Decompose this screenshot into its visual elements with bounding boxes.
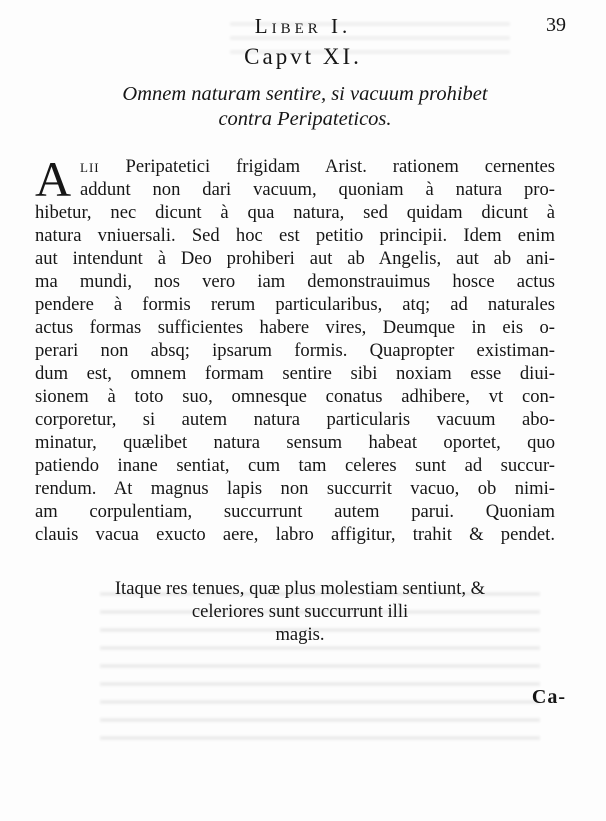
text-line-2: addunt non dari vacuum, quoniam à natura pro- <box>80 179 555 200</box>
closing-line-1: Itaque res tenues, quæ plus molestiam sentiunt, & <box>114 578 486 599</box>
first-line-rest: Peripatetici frigidam Arist. rationem cernentes <box>125 156 555 177</box>
body-paragraph <box>35 151 555 546</box>
closing-paragraph <box>60 577 540 646</box>
text-line-17: clauis vacua exucto aere, labro affigitur, trahit & pendet. <box>35 524 555 545</box>
catchword: Ca- <box>531 686 566 708</box>
opening-block <box>35 151 555 207</box>
text-line-10: dum est, omnem formam sentire sibi noxiam esse diui- <box>35 363 555 384</box>
closing-line-2: celeriores sunt succurrunt illi <box>191 601 409 622</box>
drop-cap: A <box>35 151 72 207</box>
chapter-title-line-2: contra Peripateticos. <box>218 108 392 130</box>
closing-line-3: magis. <box>275 624 325 645</box>
text-line-14: patiendo inane sentiat, cum tam celeres sunt ad succur- <box>35 455 555 476</box>
first-word-smallcaps: lii <box>80 156 100 177</box>
chapter-title <box>60 82 550 132</box>
text-line-13: minatur, quælibet natura sensum habeat oportet, quo <box>35 432 555 453</box>
text-line-5: aut intendunt à Deo prohiberi aut ab Angelis, aut ab ani- <box>35 248 555 269</box>
page-number: 39 <box>546 14 566 36</box>
text-line-1 <box>35 155 555 178</box>
text-line-3: hibetur, nec dicunt à qua natura, sed quidam dicunt à <box>35 202 555 223</box>
text-line-4: natura vniuersali. Sed hoc est petitio principii. Idem enim <box>35 225 555 246</box>
running-head: Liber I. <box>254 14 352 38</box>
text-line-9: perari non absq; ipsarum formis. Quapropter existiman- <box>35 340 555 361</box>
text-line-16: am corpulentiam, succurrunt autem parui. Quoniam <box>35 501 555 522</box>
text-line-12: corporetur, si autem natura particularis vacuum abo- <box>35 409 555 430</box>
text-line-11: sionem à toto suo, omnesque conatus adhibere, vt con- <box>35 386 555 407</box>
text-line-7: pendere à formis rerum particularibus, atq; ad naturales <box>35 294 555 315</box>
text-line-15: rendum. At magnus lapis non succurrit vacuo, ob nimi- <box>35 478 555 499</box>
text-line-8: actus formas sufficientes habere vires, Deumque in eis o- <box>35 317 555 338</box>
chapter-number: Capvt XI. <box>244 44 362 69</box>
text-line-6: ma mundi, nos vero iam demonstrauimus hosce actus <box>35 271 555 292</box>
chapter-title-line-1: Omnem naturam sentire, si vacuum prohibet <box>122 83 488 105</box>
